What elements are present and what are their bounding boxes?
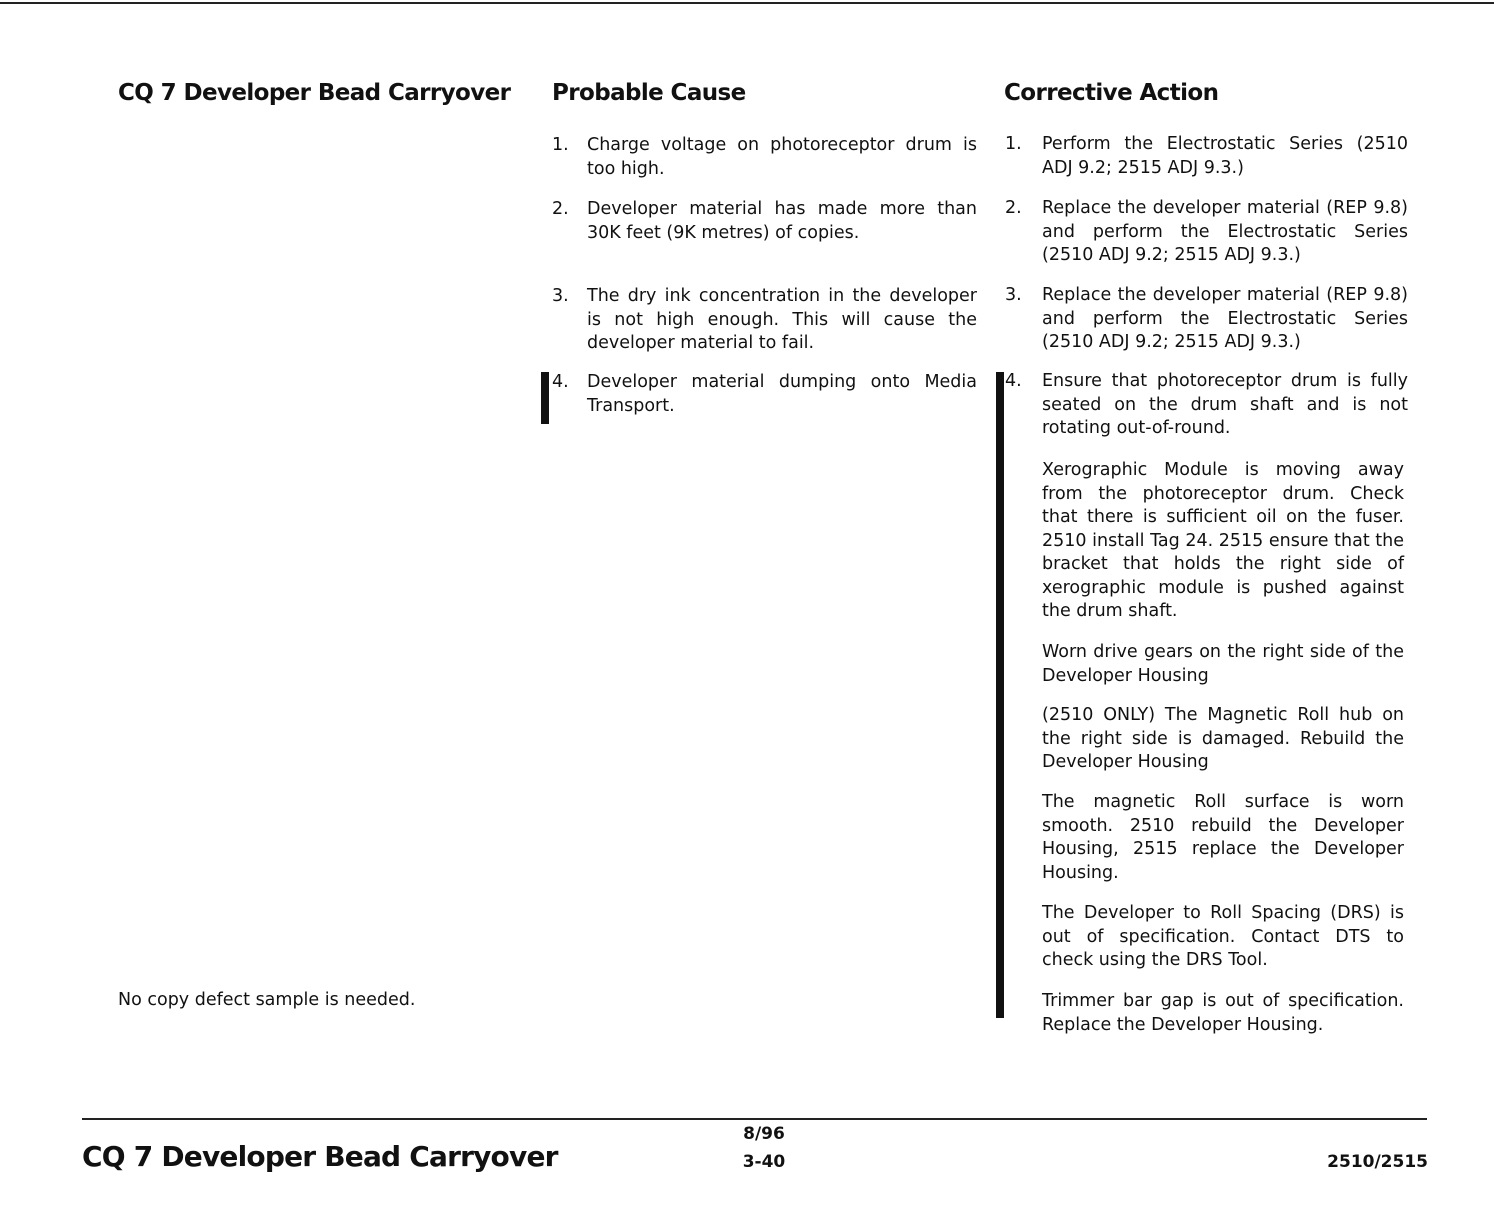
cause-number: 4.	[552, 372, 569, 392]
cause-number: 2.	[552, 199, 569, 219]
top-border-line	[0, 2, 1494, 4]
footer-date: 8/96	[743, 1124, 785, 1144]
footer-rule	[82, 1118, 1427, 1120]
page-number: 3-40	[742, 1152, 786, 1172]
cause-text: Developer material dumping onto Media Transport.	[587, 372, 977, 416]
action-4-paragraph: The magnetic Roll surface is worn smooth. 2510 rebuild the Developer Housing, 2515 replace the Developer Housing.	[1042, 792, 1404, 883]
cause-number: 1.	[552, 135, 569, 155]
action-4-paragraph: (2510 ONLY) The Magnetic Roll hub on the right side is damaged. Rebuild the Developer Housing	[1042, 705, 1404, 772]
action-text: Replace the developer material (REP 9.8) and perform the Electrostatic Series (2510 ADJ 9.2; 2515 ADJ 9.3.)	[1042, 198, 1408, 265]
action-text: Replace the developer material (REP 9.8) and perform the Electrostatic Series (2510 ADJ 9.2; 2515 ADJ 9.3.)	[1042, 285, 1408, 352]
action-text: Ensure that photoreceptor drum is fully seated on the drum shaft and is not rotating out-of-round.	[1042, 371, 1408, 438]
cause-text: Charge voltage on photoreceptor drum is too high.	[587, 135, 977, 179]
cause-text: Developer material has made more than 30K feet (9K metres) of copies.	[587, 199, 977, 243]
cause-number: 3.	[552, 286, 569, 306]
probable-cause-heading: Probable Cause	[552, 80, 746, 106]
corrective-action-heading: Corrective Action	[1004, 80, 1219, 106]
action-number: 1.	[1005, 134, 1022, 154]
action-4-paragraph: Trimmer bar gap is out of specification. Replace the Developer Housing.	[1042, 991, 1404, 1035]
action-number: 2.	[1005, 198, 1022, 218]
action-4-paragraph: Worn drive gears on the right side of the Developer Housing	[1042, 642, 1404, 686]
sample-note: No copy defect sample is needed.	[118, 990, 416, 1010]
action-number: 4.	[1005, 371, 1022, 391]
section-title: CQ 7 Developer Bead Carryover	[118, 80, 511, 106]
revision-bar-cause	[541, 372, 549, 424]
action-text: Perform the Electrostatic Series (2510 ADJ 9.2; 2515 ADJ 9.3.)	[1042, 134, 1408, 178]
footer-model: 2510/2515	[1327, 1152, 1428, 1172]
footer-title: CQ 7 Developer Bead Carryover	[82, 1140, 558, 1173]
action-number: 3.	[1005, 285, 1022, 305]
action-4-paragraph: The Developer to Roll Spacing (DRS) is out of specification. Contact DTS to check using the DRS Tool.	[1042, 903, 1404, 970]
action-4-paragraph: Xerographic Module is moving away from the photoreceptor drum. Check that there is sufficient oil on the fuser. 2510 install Tag 24. 2515 ensure that the bracket that holds the right side of xerographic module is pushed against the drum shaft.	[1042, 460, 1404, 621]
cause-text: The dry ink concentration in the developer is not high enough. This will cause the developer material to fail.	[587, 286, 977, 353]
revision-bar-action	[996, 372, 1004, 1018]
